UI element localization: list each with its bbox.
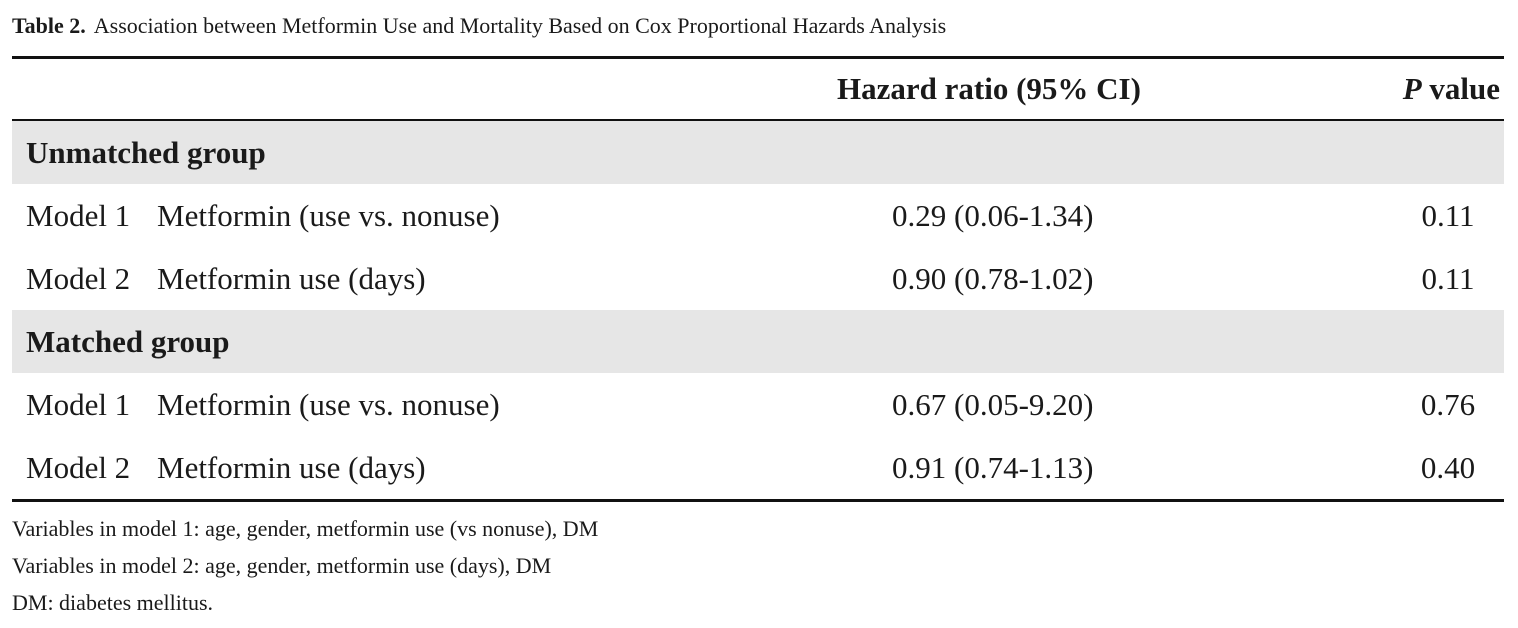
table-caption-text: Association between Metformin Use and Mortality Based on Cox Proportional Hazards Analysis [93,13,947,38]
hazard-ratio-cell: 0.91 (0.74-1.13) [892,450,1094,485]
column-header-p-value [1403,59,1500,119]
footnote-model-2: Variables in model 2: age, gender, metformin use (days), DM [12,553,552,578]
p-value-cell: 0.40 [1420,450,1476,485]
model-cell: Model 2 [26,261,131,296]
model-cell: Model 2 [26,450,131,485]
table-caption [12,11,946,41]
hazard-ratio-cell: 0.90 (0.78-1.02) [892,261,1094,296]
column-header-p-rest: value [1421,71,1500,106]
group-label: Matched group [26,324,230,359]
table-bottom-rule [12,499,1504,502]
table-caption-label: Table 2. [12,13,86,38]
footnote-abbreviation: DM: diabetes mellitus. [12,590,214,615]
hazard-ratio-cell: 0.29 (0.06-1.34) [892,198,1094,233]
hazard-ratio-cell: 0.67 (0.05-9.20) [892,387,1094,422]
footnote-model-1: Variables in model 1: age, gender, metformin use (vs nonuse), DM [12,516,599,541]
variable-cell: Metformin (use vs. nonuse) [157,387,500,422]
column-header-p-italic: P [1402,71,1422,106]
column-header-hazard-ratio: Hazard ratio (95% CI) [837,71,1141,106]
p-value-cell: 0.76 [1420,387,1476,422]
model-cell: Model 1 [26,387,131,422]
table-row [12,373,1504,436]
group-row-unmatched [12,121,1504,184]
variable-cell: Metformin (use vs. nonuse) [157,198,500,233]
table-row [12,247,1504,310]
model-cell: Model 1 [26,198,131,233]
p-value-cell: 0.11 [1421,261,1475,296]
variable-cell: Metformin use (days) [157,450,426,485]
group-row-matched [12,310,1504,373]
variable-cell: Metformin use (days) [157,261,426,296]
group-label: Unmatched group [26,135,266,170]
table-row [12,436,1504,499]
p-value-cell: 0.11 [1421,198,1475,233]
table-header-row [12,59,1504,119]
table-row [12,184,1504,247]
